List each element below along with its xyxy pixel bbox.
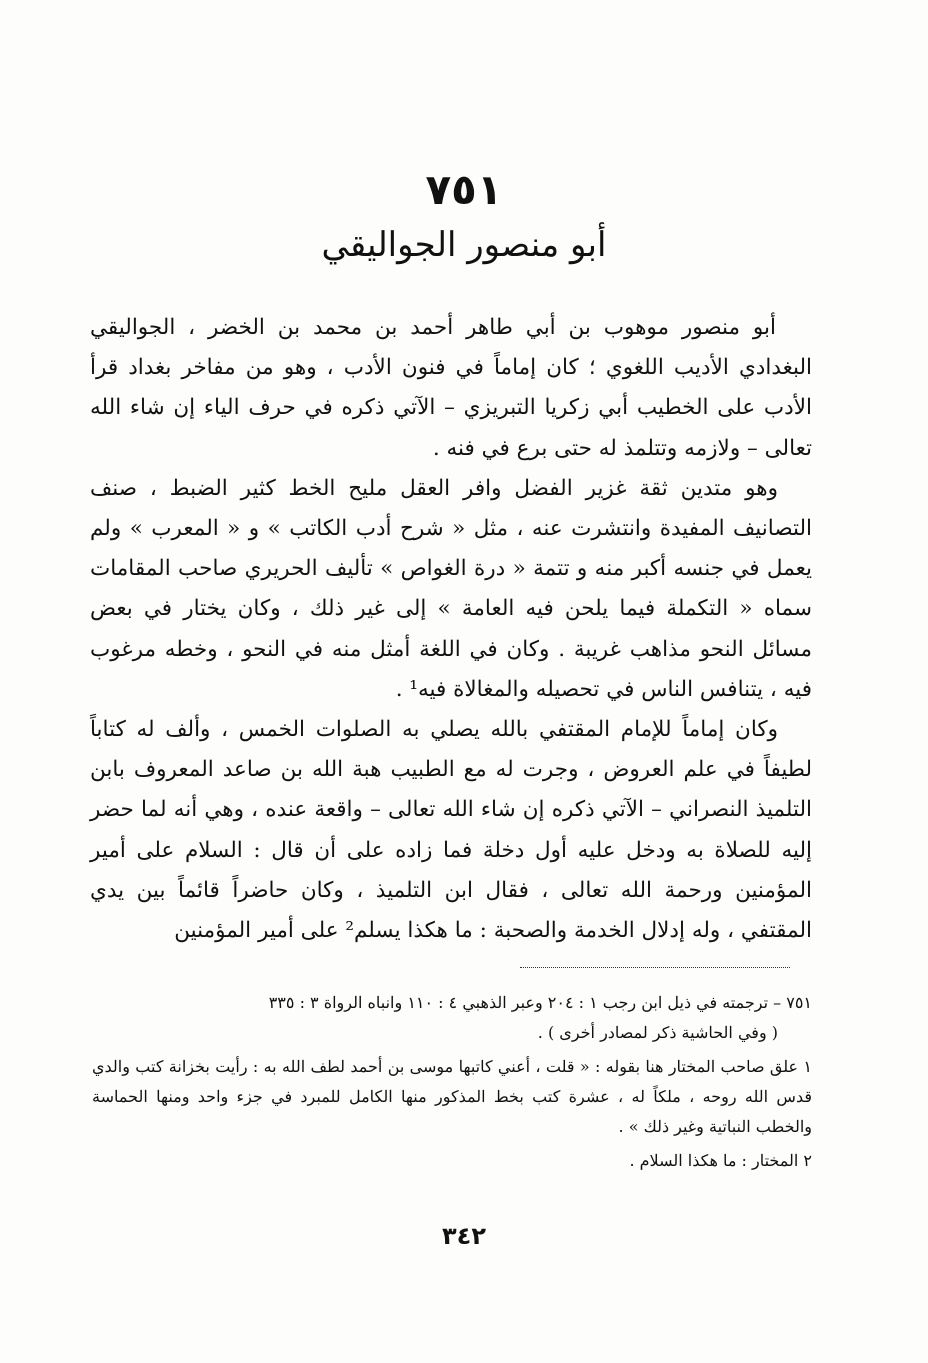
paragraph: وكان إماماً للإمام المقتفي بالله يصلي به الصلوات الخمس ، وألف له كتاباً لطيفاً في علم العروض ، وجرت له مع الطبيب هبة الله بن صاعد المعروف بابن التلميذ النصراني – الآتي ذكره إن شاء الله تعالى – واقعة عنده ، وهي أنه لما حضر إليه للصلاة به ودخل عليه أول دخلة فما زاده على أن قال : السلام على أمير المؤمنين ورحمة الله تعالى ، فقال ابن التلميذ ، وكان حاضراً قائماً بين يدي المقتفي ، وله إدلال الخدمة والصحبة : ما هكذا يسلم² على أمير المؤمنين — [90, 717, 812, 944]
footnote — [92, 1146, 812, 1176]
footnotes — [92, 988, 812, 1180]
footnote-text: ٧٥١ – ترجمته في ذيل ابن رجب ١ : ٢٠٤ وعبر الذهبي ٤ : ١١٠ وانباه الرواة ٣ : ٣٣٥ — [268, 993, 812, 1012]
page-number: ٣٤٢ — [442, 1222, 486, 1250]
footnote-divider — [520, 967, 790, 968]
paragraph: أبو منصور موهوب بن أبي طاهر أحمد بن محمد بن الخضر ، الجواليقي البغدادي الأديب اللغوي ؛ كان إماماً في فنون الأدب ، وهو من مفاخر بغداد قرأ الأدب على الخطيب أبي زكريا التبريزي – الآتي ذكره في حرف الياء إن شاء الله تعالى – ولازمه وتتلمذ له حتى برع في فنه . — [90, 315, 812, 461]
footnote — [92, 1052, 812, 1142]
footnote-text: ٢ المختار : ما هكذا السلام . — [629, 1151, 812, 1170]
footnote — [92, 988, 812, 1048]
footnote-text: ( وفي الحاشية ذكر لمصادر أخرى ) . — [537, 1023, 778, 1042]
footnote-text: ١ علق صاحب المختار هنا بقوله : « قلت ، أعني كاتبها موسى بن أحمد لطف الله به : رأيت بخزانة كتب والدي قدس الله روحه ، ملكاً له ، عشرة كتب بخط المذكور منها الكامل للمبرد في جزء واحد ومنها الحماسة والخطب النباتية وغير ذلك » . — [92, 1057, 812, 1136]
main-text — [90, 308, 812, 951]
entry-number: ٧٥١ — [425, 165, 503, 214]
paragraph: وهو متدين ثقة غزير الفضل وافر العقل مليح الخط كثير الضبط ، صنف التصانيف المفيدة وانتشرت عنه ، مثل « شرح أدب الكاتب » و « المعرب » ولم يعمل في جنسه أكبر منه و تتمة « درة الغواص » تأليف الحريري صاحب المقامات سماه « التكملة فيما يلحن فيه العامة » إلى غير ذلك ، وكان يختار في بعض مسائل النحو مذاهب غريبة . وكان في اللغة أمثل منه في النحو ، وخطه مرغوب فيه ، يتنافس الناس في تحصيله والمغالاة فيه¹ . — [90, 475, 812, 702]
entry-title: أبو منصور الجواليقي — [321, 225, 607, 265]
